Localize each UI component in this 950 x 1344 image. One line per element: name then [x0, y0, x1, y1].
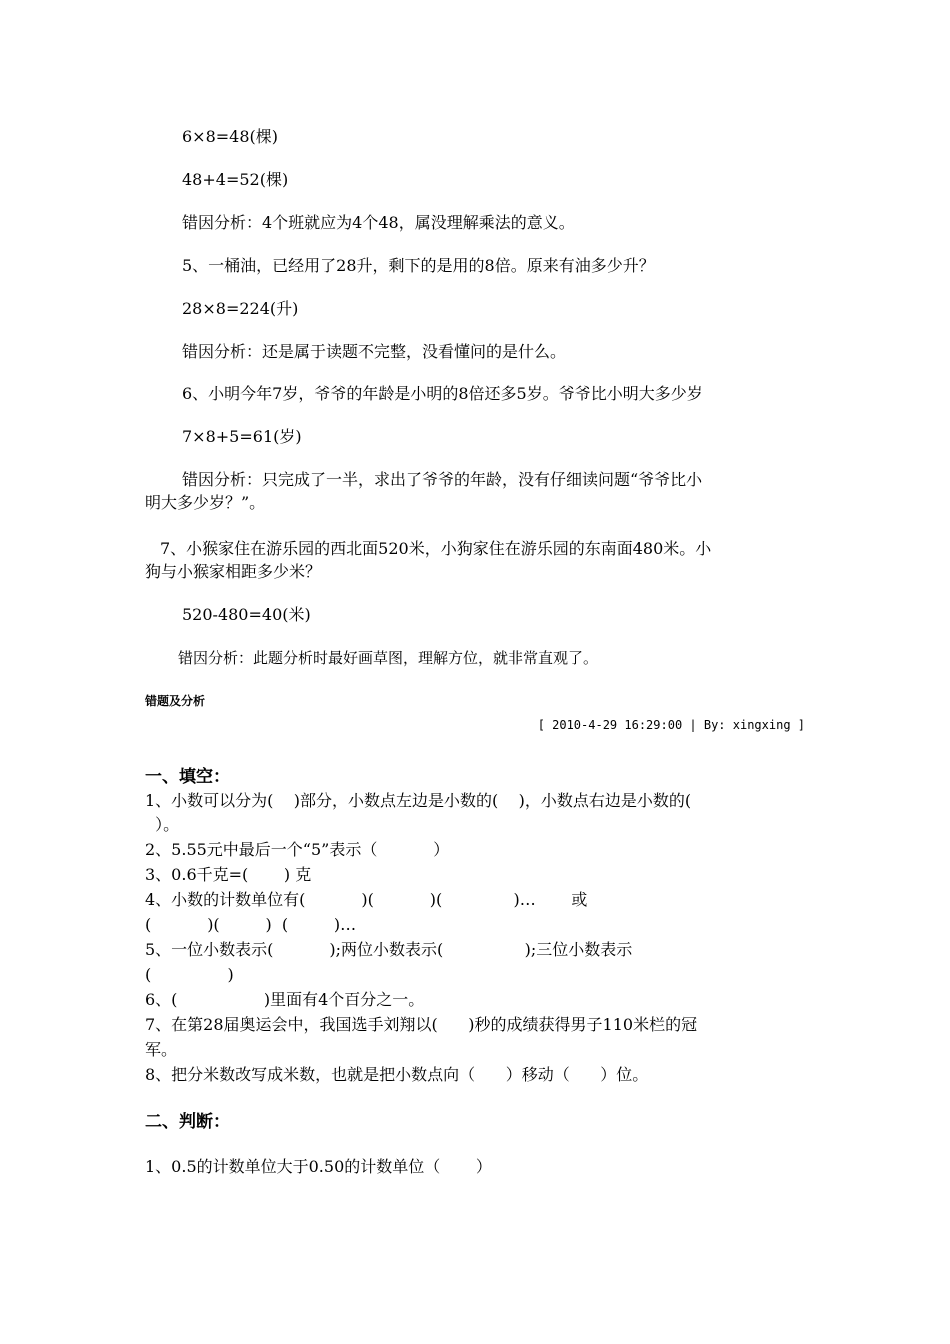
analysis-line: 错因分析：只完成了一半，求出了爷爷的年龄，没有仔细读问题“爷爷比小	[182, 470, 703, 489]
fill-blank-line: 3、0.6千克=( ) 克	[145, 865, 312, 884]
judge-line: 1、0.5的计数单位大于0.50的计数单位（ ）	[145, 1157, 492, 1176]
fill-blank-line: ( )	[145, 965, 234, 984]
fill-blank-line: ( )( ) ( )…	[145, 915, 357, 934]
analysis-line: 错因分析：4个班就应为4个48，属没理解乘法的意义。	[182, 213, 575, 232]
question-line: 5、一桶油，已经用了28升，剩下的是用的8倍。原来有油多少升？	[182, 256, 655, 275]
fill-blank-line: 2、5.55元中最后一个“5”表示（ ）	[145, 840, 450, 859]
question-line: 7、小猴家住在游乐园的西北面520米，小狗家住在游乐园的东南面480米。小	[160, 539, 712, 558]
fill-blank-line: 8、把分米数改写成米数，也就是把小数点向（ ）移动（ ）位。	[145, 1065, 649, 1084]
analysis-line: 错因分析：还是属于读题不完整，没看懂问的是什么。	[182, 342, 567, 361]
question-line-cont: 狗与小猴家相距多少米？	[145, 562, 322, 581]
fill-blank-line: 1、小数可以分为( )部分，小数点左边是小数的( )，小数点右边是小数的(	[145, 791, 692, 810]
question-line: 6、小明今年7岁，爷爷的年龄是小明的8倍还多5岁。爷爷比小明大多少岁	[182, 384, 703, 403]
section-heading-fill-blank: 一、填空：	[145, 767, 230, 787]
section-heading-judge: 二、判断：	[145, 1112, 230, 1132]
fill-blank-line: ）。	[145, 815, 180, 834]
article-meta: [ 2010-4-29 16:29:00 | By: xingxing ]	[537, 718, 805, 732]
calc-line: 7×8+5=61(岁)	[182, 427, 302, 446]
fill-blank-line: 军。	[145, 1040, 178, 1059]
calc-line: 48+4=52(棵)	[182, 170, 289, 189]
fill-blank-line: 6、( )里面有4个百分之一。	[145, 990, 425, 1009]
fill-blank-line: 5、一位小数表示( );两位小数表示( );三位小数表示	[145, 940, 633, 959]
calc-line: 6×8=48(棵)	[182, 127, 279, 146]
calc-line: 28×8=224(升)	[182, 299, 299, 318]
analysis-line: 错因分析：此题分析时最好画草图，理解方位，就非常直观了。	[178, 649, 599, 667]
analysis-line-cont: 明大多少岁？”。	[145, 493, 266, 512]
calc-line: 520-480=40(米)	[182, 605, 311, 624]
fill-blank-line: 4、小数的计数单位有( )( )( )… 或	[145, 890, 588, 909]
article-title: 错题及分析	[145, 694, 206, 708]
fill-blank-line: 7、在第28届奥运会中，我国选手刘翔以( )秒的成绩获得男子110米栏的冠	[145, 1015, 698, 1034]
